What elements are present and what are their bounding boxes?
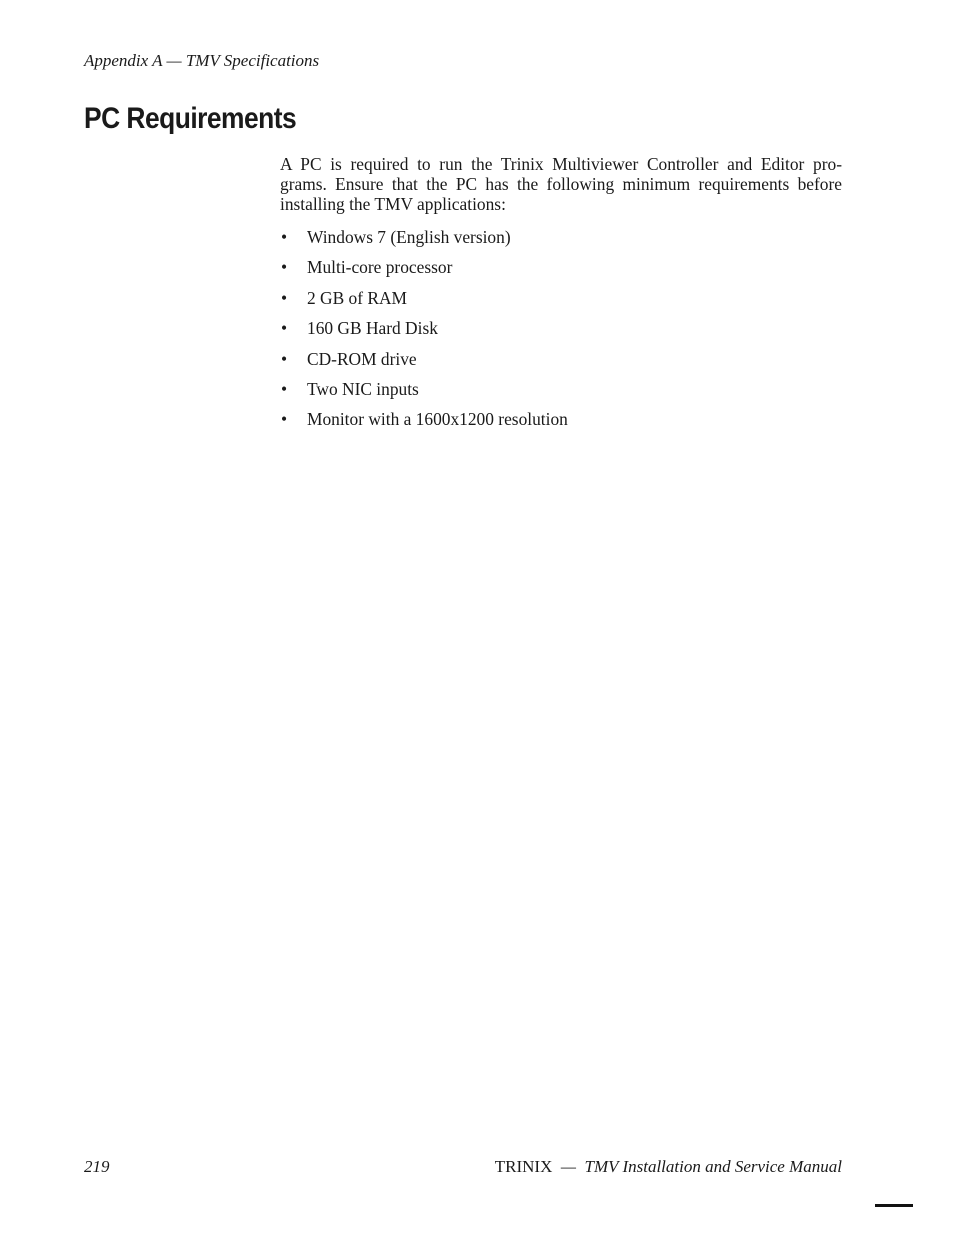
- list-item: [280, 256, 568, 286]
- bullet-icon: •: [281, 348, 288, 369]
- requirement-text: Windows 7 (English version): [307, 227, 511, 247]
- page-title: PC Requirements: [84, 102, 297, 135]
- page-number: 219: [84, 1157, 110, 1176]
- bullet-icon: •: [281, 318, 288, 339]
- bullet-icon: •: [281, 378, 288, 399]
- requirement-text: Monitor with a 1600x1200 resolution: [307, 409, 568, 430]
- requirement-text: 2 GB of RAM: [307, 287, 408, 308]
- list-item: [280, 226, 568, 256]
- bullet-icon: •: [281, 409, 288, 430]
- intro-line-3: installing the TMV applications:: [280, 194, 506, 214]
- requirement-text: 160 GB Hard Disk: [307, 318, 438, 339]
- list-item: [280, 378, 568, 408]
- requirement-text: CD-ROM drive: [307, 348, 417, 369]
- intro-paragraph: [280, 154, 842, 214]
- footer-product: TRINIX: [494, 1157, 553, 1176]
- requirement-text: Multi-core processor: [307, 257, 453, 278]
- intro-line-2: grams. Ensure that the PC has the following minimum requirements before: [280, 174, 842, 194]
- list-item: [280, 287, 568, 317]
- bullet-icon: •: [281, 287, 288, 308]
- list-item: [280, 348, 568, 378]
- list-item: [280, 317, 568, 347]
- footer-title: [495, 1156, 842, 1178]
- running-header: Appendix A — TMV Specifications: [84, 51, 320, 70]
- requirement-text: Two NIC inputs: [307, 378, 419, 399]
- bullet-icon: •: [281, 227, 288, 247]
- page-edge-tab: [875, 1204, 913, 1207]
- footer-separator: —: [560, 1157, 576, 1176]
- intro-line-1: A PC is required to run the Trinix Multiviewer Controller and Editor pro-: [280, 154, 842, 174]
- footer-manual-title: TMV Installation and Service Manual: [584, 1157, 842, 1176]
- list-item: [280, 408, 568, 438]
- requirements-list: [280, 226, 568, 439]
- bullet-icon: •: [281, 257, 288, 278]
